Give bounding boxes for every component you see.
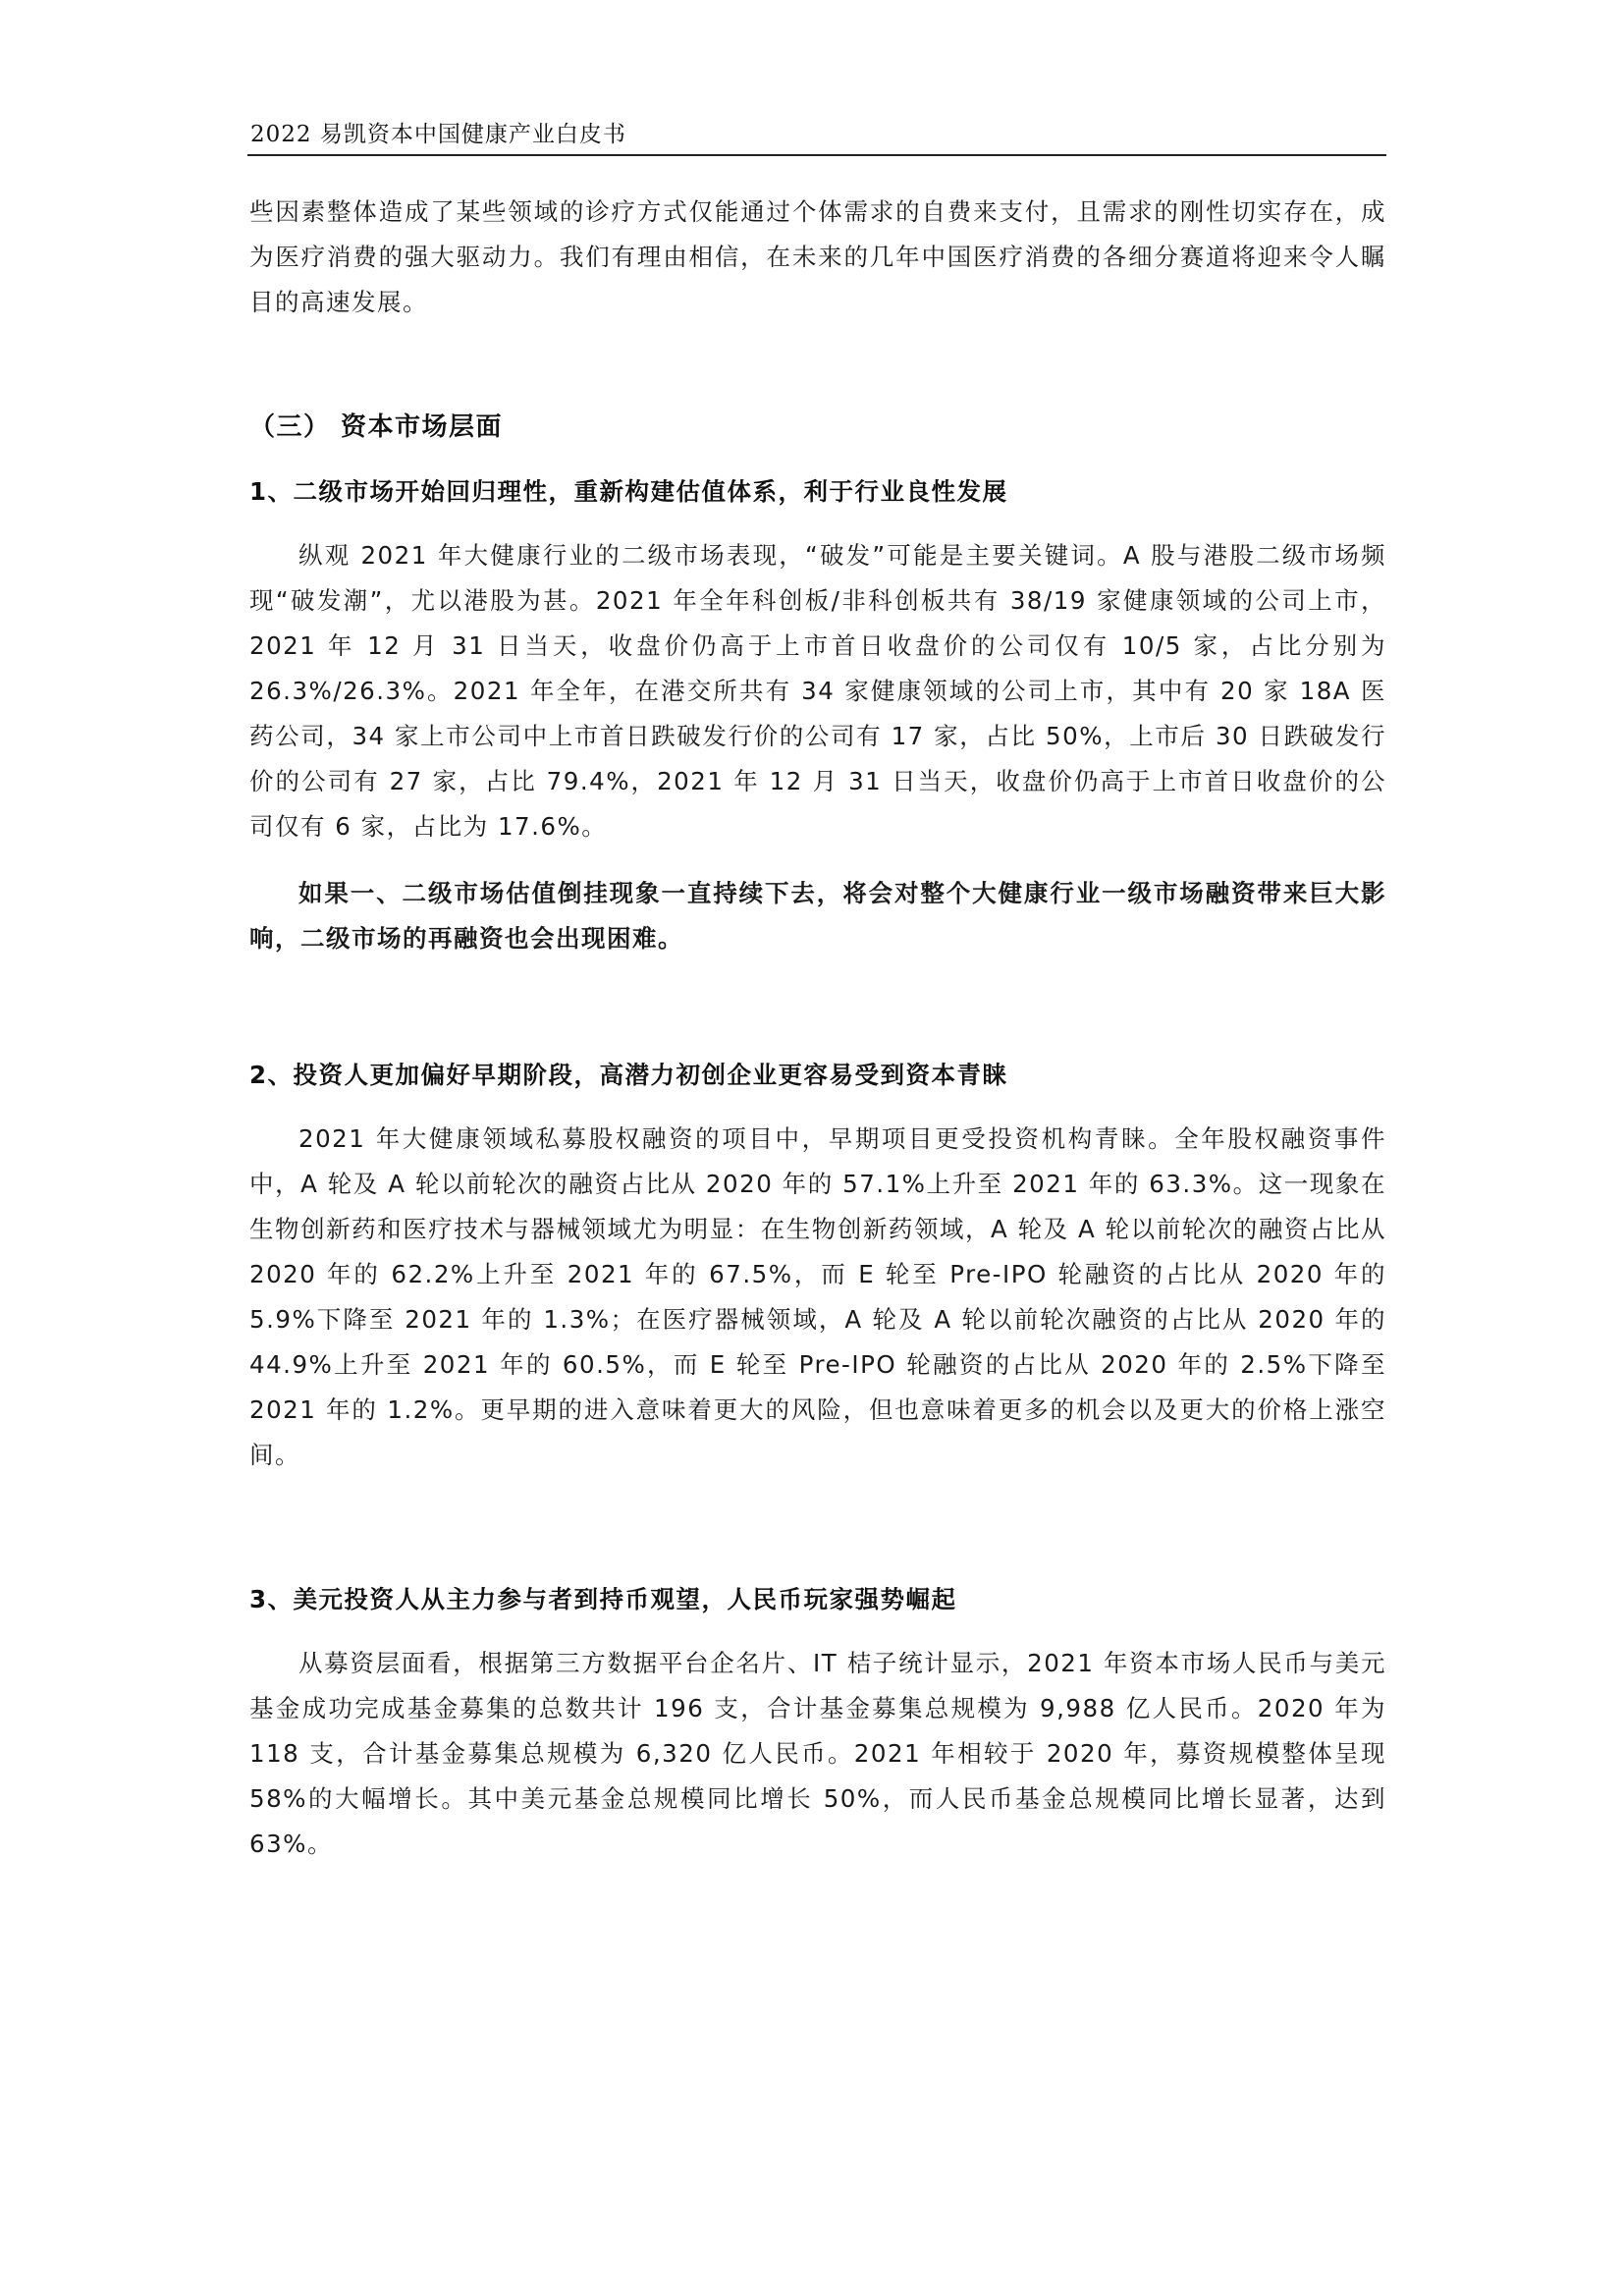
subsection-2-heading: 2、投资人更加偏好早期阶段，高潜力初创企业更容易受到资本青睐 (249, 1061, 1008, 1089)
page-header-title: 2022 易凯资本中国健康产业白皮书 (250, 122, 626, 147)
subsection-3-paragraph: 从募资层面看，根据第三方数据平台企名片、IT 桔子统计显示，2021 年资本市场人民币与美元基金成功完成基金募集的总数共计 196 支，合计基金募集总规模为 9,988 亿人民币。2020 年为 118 支，合计基金募集总规模为 6,320 亿人民币。2021 年相较于 2020 年，募资规模整体呈现 58%的大幅增长。其中美元基金总规模同比增长 50%，而人民币基金总规模同比增长显著，达到 63%。 (249, 1649, 1387, 1858)
subsection-1-heading: 1、二级市场开始回归理性，重新构建估值体系，利于行业良性发展 (249, 477, 1008, 506)
section-heading: （三） 资本市场层面 (249, 412, 504, 442)
subsection-3-heading: 3、美元投资人从主力参与者到持币观望，人民币玩家强势崛起 (249, 1585, 957, 1613)
subsection-1-emphasis-paragraph: 如果一、二级市场估值倒挂现象一直持续下去，将会对整个大健康行业一级市场融资带来巨大影响，二级市场的再融资也会出现困难。 (249, 879, 1386, 953)
intro-paragraph: 些因素整体造成了某些领域的诊疗方式仅能通过个体需求的自费来支付，且需求的刚性切实存在，成为医疗消费的强大驱动力。我们有理由相信，在未来的几年中国医疗消费的各细分赛道将迎来令人瞩目的高速发展。 (249, 197, 1386, 316)
header-divider (247, 154, 1386, 156)
subsection-2-paragraph: 2021 年大健康领域私募股权融资的项目中，早期项目更受投资机构青睐。全年股权融资事件中，A 轮及 A 轮以前轮次的融资占比从 2020 年的 57.1%上升至 2021 年的 63.3%。这一现象在生物创新药和医疗技术与器械领域尤为明显：在生物创新药领域，A 轮及 A 轮以前轮次的融资占比从 2020 年的 62.2%上升至 2021 年的 67.5%，而 E 轮至 Pre-IPO 轮融资的占比从 2020 年的 5.9%下降至 2021 年的 1.3%；在医疗器械领域，A 轮及 A 轮以前轮次融资的占比从 2020 年的 44.9%上升至 2021 年的 60.5%，而 E 轮至 Pre-IPO 轮融资的占比从 2020 年的 2.5%下降至 2021 年的 1.2%。更早期的进入意味着更大的风险，但也意味着更多的机会以及更大的价格上涨空间。 (249, 1124, 1386, 1469)
page-body (249, 190, 1386, 1867)
subsection-1-paragraph: 纵观 2021 年大健康行业的二级市场表现，“破发”可能是主要关键词。A 股与港股二级市场频现“破发潮”，尤以港股为甚。2021 年全年科创板/非科创板共有 38/19 家健康领域的公司上市，2021 年 12 月 31 日当天，收盘价仍高于上市首日收盘价的公司仅有 10/5 家，占比分别为 26.3%/26.3%。2021 年全年，在港交所共有 34 家健康领域的公司上市，其中有 20 家 18A 医药公司，34 家上市公司中上市首日跌破发行价的公司有 17 家，占比 50%，上市后 30 日跌破发行价的公司有 27 家，占比 79.4%，2021 年 12 月 31 日当天，收盘价仍高于上市首日收盘价的公司仅有 6 家，占比为 17.6%。 (249, 541, 1386, 841)
